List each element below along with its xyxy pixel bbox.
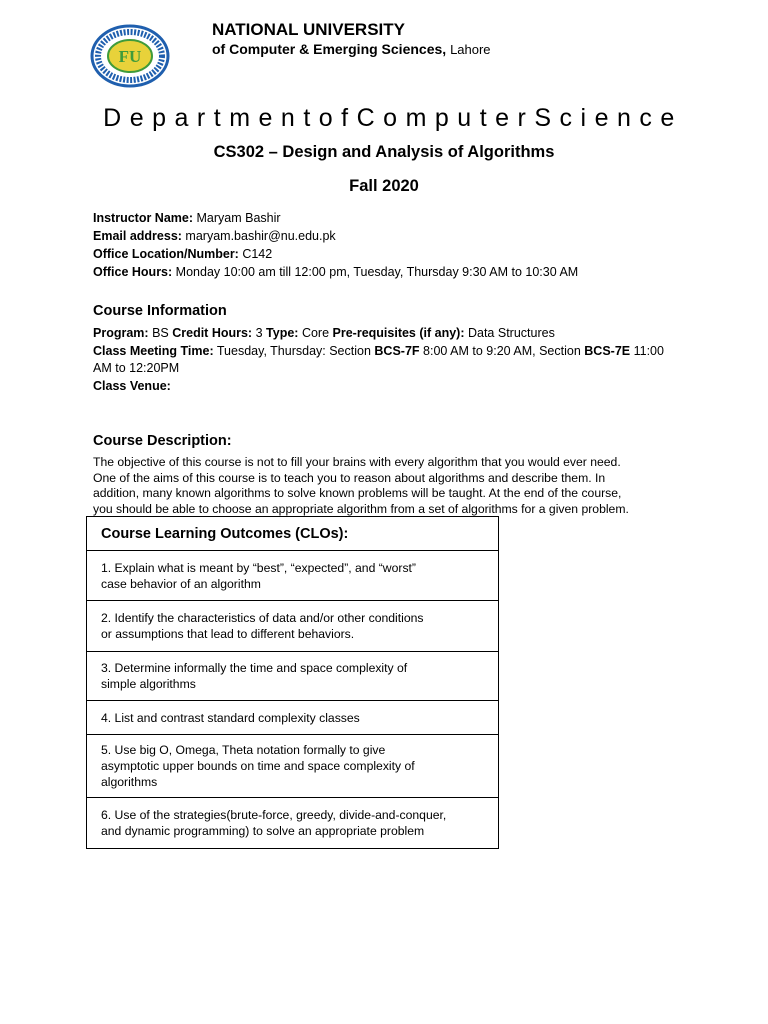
description-line: you should be able to choose an appropriate algorithm from a set of algorithms for a given problem. — [93, 501, 629, 516]
course-description-heading: Course Description: — [93, 433, 232, 449]
clo-item: 2. Identify the characteristics of data and/or other conditions or assumptions that lead to different behaviors. — [87, 601, 499, 652]
description-line: addition, many known algorithms to solve known problems will be taught. At the end of the course, — [93, 486, 622, 500]
course-description — [93, 455, 693, 517]
clo-item: 4. List and contrast standard complexity classes — [87, 701, 499, 735]
description-line: One of the aims of this course is to teach you to reason about algorithms and describe them. In — [93, 470, 606, 485]
university-name: NATIONAL UNIVERSITY — [212, 20, 405, 39]
instructor-email: Email address: maryam.bashir@nu.edu.pk — [93, 229, 336, 243]
clo-item: 1. Explain what is meant by “best”, “expected”, and “worst” case behavior of an algorithm — [87, 551, 499, 601]
clo-item: 6. Use of the strategies(brute-force, greedy, divide-and-conquer, and dynamic programming) to solve an appropriate problem — [87, 798, 499, 849]
description-line: The objective of this course is not to fill your brains with every algorithm that you would ever need. — [93, 455, 621, 469]
clo-item: 3. Determine informally the time and space complexity of simple algorithms — [87, 652, 499, 701]
program-line: Program: BS Credit Hours: 3 Type: Core Pre-requisites (if any): Data Structures — [93, 326, 555, 340]
clo-table — [86, 516, 499, 849]
university-subtitle: of Computer & Emerging Sciences, Lahore — [212, 41, 491, 57]
office-hours: Office Hours: Monday 10:00 am till 12:00 pm, Tuesday, Thursday 9:30 AM to 10:30 AM — [93, 265, 579, 279]
term: Fall 2020 — [349, 177, 419, 195]
clo-item: 5. Use big O, Omega, Theta notation formally to give asymptotic upper bounds on time and space complexity of algorithms — [87, 735, 499, 798]
university-logo — [90, 24, 170, 88]
class-venue: Class Venue: — [93, 379, 171, 393]
meeting-time: Class Meeting Time: Tuesday, Thursday: Section BCS-7F 8:00 AM to 9:20 AM, Section BCS-7E 11:00 — [93, 344, 664, 358]
clo-heading: Course Learning Outcomes (CLOs): — [87, 517, 499, 551]
office-location: Office Location/Number: C142 — [93, 247, 273, 261]
logo-mark: FU — [118, 47, 142, 66]
course-title: CS302 – Design and Analysis of Algorithms — [213, 143, 555, 161]
instructor-name: Instructor Name: Maryam Bashir — [93, 211, 281, 225]
department-title: DepartmentofComputerScience — [103, 104, 683, 132]
meeting-time-cont: AM to 12:20PM — [93, 361, 180, 375]
course-info-heading: Course Information — [93, 303, 227, 319]
